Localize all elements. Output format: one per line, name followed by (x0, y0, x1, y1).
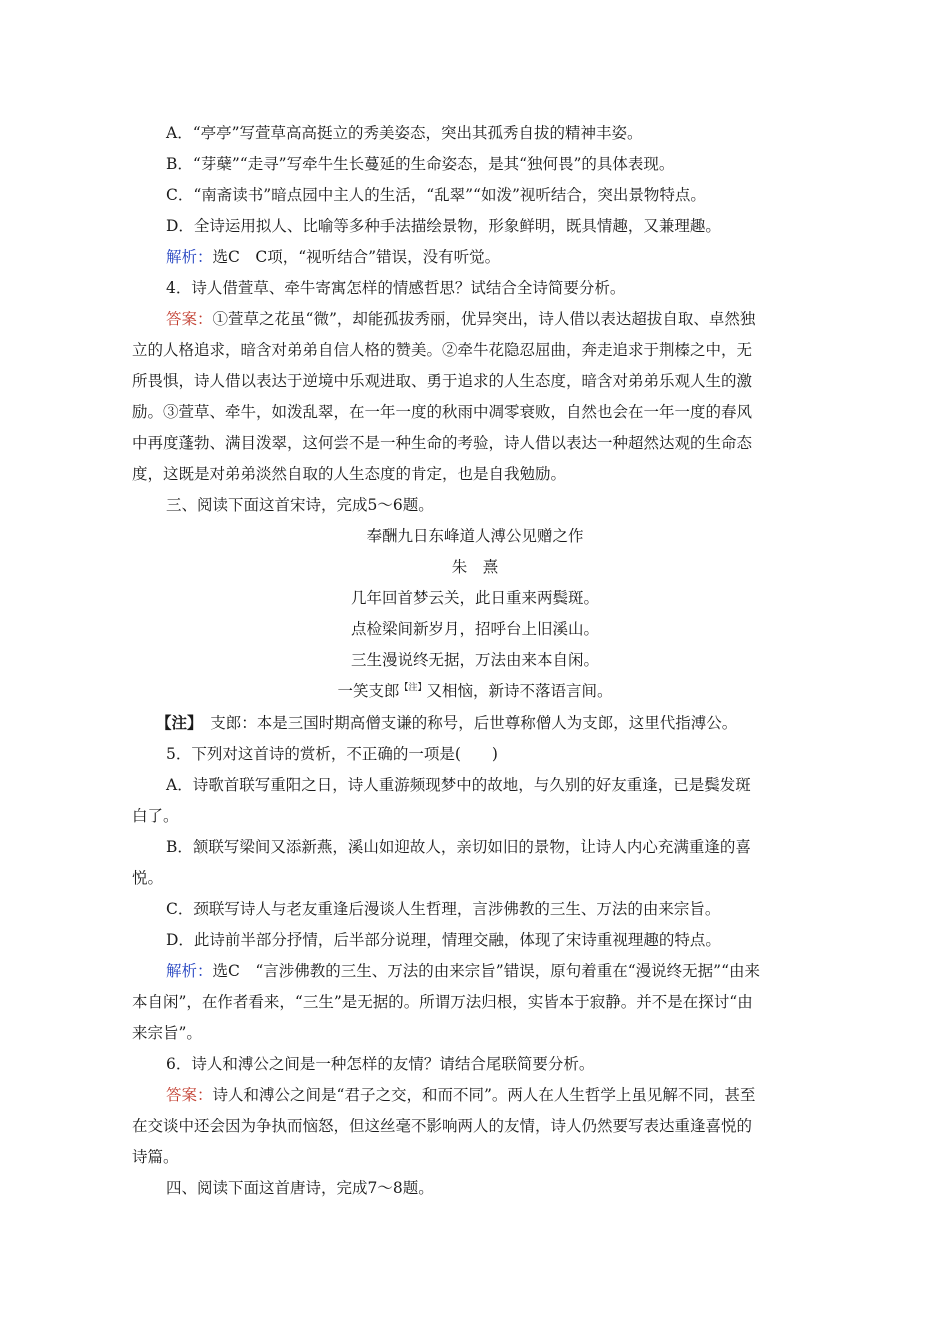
q6-answer (166, 1080, 816, 1111)
option-a: A．“亭亭”写萱草高高挺立的秀美姿态，突出其孤秀自拔的精神丰姿。 (166, 124, 643, 142)
answer-label: 答案： (166, 310, 213, 328)
footnote (156, 707, 816, 739)
note-label: 【注】 (156, 713, 195, 732)
question-5: 5．下列对这首诗的赏析，不正确的一项是( ) (166, 745, 498, 763)
q5-option-d: D．此诗前半部分抒情，后半部分说理，情理交融，体现了宋诗重视理趣的特点。 (166, 931, 721, 949)
q5-option-a-cont: 白了。 (132, 807, 179, 825)
q4-answer-line (166, 304, 816, 335)
question-6: 6．诗人和溥公之间是一种怎样的友情？请结合尾联简要分析。 (166, 1055, 595, 1073)
option-c: C．“南斋读书”暗点园中主人的生活，“乱翠”“如泼”视听结合，突出景物特点。 (166, 186, 706, 204)
q5-option-b-cont: 悦。 (132, 869, 164, 887)
poem-line-part: 一笑支郎 (337, 682, 400, 700)
option-d: D．全诗运用拟人、比喻等多种手法描绘景物，形象鲜明，既具情趣，又兼理趣。 (166, 217, 721, 235)
q4-answer-text: ①萱草之花虽“微”，却能孤拔秀丽，优异突出，诗人借以表达超拔自取、卓然独 (212, 310, 756, 328)
section-3-heading: 三、阅读下面这首宋诗，完成5～6题。 (166, 496, 434, 514)
poem-line: 几年回首梦云关，此日重来两鬓斑。 (350, 589, 599, 607)
q5-option-b: B．颔联写梁间又添新燕，溪山如迎故人，亲切如旧的景物，让诗人内心充满重逢的喜 (166, 838, 751, 856)
poem-line: 点检梁间新岁月，招呼台上旧溪山。 (350, 620, 599, 638)
poem-line-part: 又相恼，新诗不落语言间。 (426, 682, 613, 700)
poem-line (0, 676, 950, 707)
question-4: 4．诗人借萱草、牵牛寄寓怎样的情感哲思？试结合全诗简要分析。 (166, 279, 626, 297)
analysis-label: 解析： (166, 962, 213, 980)
q6-answer-cont: 在交谈中还会因为争执而恼怒，但这丝毫不影响两人的友情，诗人仍然要写表达重逢喜悦的 (132, 1117, 753, 1135)
q5-analysis-cont: 本自闲”，在作者看来，“三生”是无据的。所谓万法归根，实皆本于寂静。并不是在探讨“由 (132, 993, 753, 1011)
q4-answer-line: 所畏惧，诗人借以表达于逆境中乐观进取、勇于追求的人生态度，暗含对弟弟乐观人生的激 (132, 372, 753, 390)
q4-answer (132, 304, 816, 490)
q6-answer-text: 诗人和溥公之间是“君子之交，和而不同”。两人在人生哲学上虽见解不同，甚至 (212, 1086, 756, 1104)
q3-analysis (166, 242, 816, 273)
q4-answer-line: 度，这既是对弟弟淡然自取的人生态度的肯定，也是自我勉励。 (132, 465, 567, 483)
option-b: B．“芽蘖”“走寻”写牵牛生长蔓延的生命姿态，是其“独何畏”的具体表现。 (166, 155, 675, 173)
poem-author: 朱 熹 (451, 558, 499, 576)
analysis-label: 解析： (166, 248, 213, 266)
q3-analysis-text: 选C C项，“视听结合”错误，没有听觉。 (212, 248, 501, 266)
q4-answer-line: 立的人格追求，暗含对弟弟自信人格的赞美。②牵牛花隐忍屈曲，奔走追求于荆榛之中，无 (132, 341, 753, 359)
q6-answer-cont: 诗篇。 (132, 1148, 179, 1166)
q4-answer-line: 励。③萱草、牵牛，如泼乱翠，在一年一度的秋雨中凋零衰败，自然也会在一年一度的春风 (132, 403, 753, 421)
poem-title: 奉酬九日东峰道人溥公见赠之作 (366, 527, 584, 545)
q4-answer-line: 中再度蓬勃、满目泼翠，这何尝不是一种生命的考验，诗人借以表达一种超然达观的生命态 (132, 434, 753, 452)
q5-option-a: A．诗歌首联写重阳之日，诗人重游频现梦中的故地，与久别的好友重逢，已是鬓发斑 (166, 776, 751, 794)
poem-line: 三生漫说终无据，万法由来本自闲。 (350, 651, 599, 669)
q5-option-c: C．颈联写诗人与老友重逢后漫谈人生哲理，言涉佛教的三生、万法的由来宗旨。 (166, 900, 721, 918)
q5-analysis-cont: 来宗旨”。 (132, 1024, 202, 1042)
document-page (132, 118, 816, 1204)
answer-label: 答案： (166, 1086, 213, 1104)
section-4-heading: 四、阅读下面这首唐诗，完成7～8题。 (166, 1179, 434, 1197)
poem (0, 521, 950, 707)
q5-analysis (166, 956, 816, 987)
footnote-marker: 【注】 (399, 682, 427, 693)
note-text: 支郎：本是三国时期高僧支谦的称号，后世尊称僧人为支郎，这里代指溥公。 (194, 714, 738, 732)
q5-analysis-text: 选C “言涉佛教的三生、万法的由来宗旨”错误，原句着重在“漫说终无据”“由来 (212, 962, 760, 980)
